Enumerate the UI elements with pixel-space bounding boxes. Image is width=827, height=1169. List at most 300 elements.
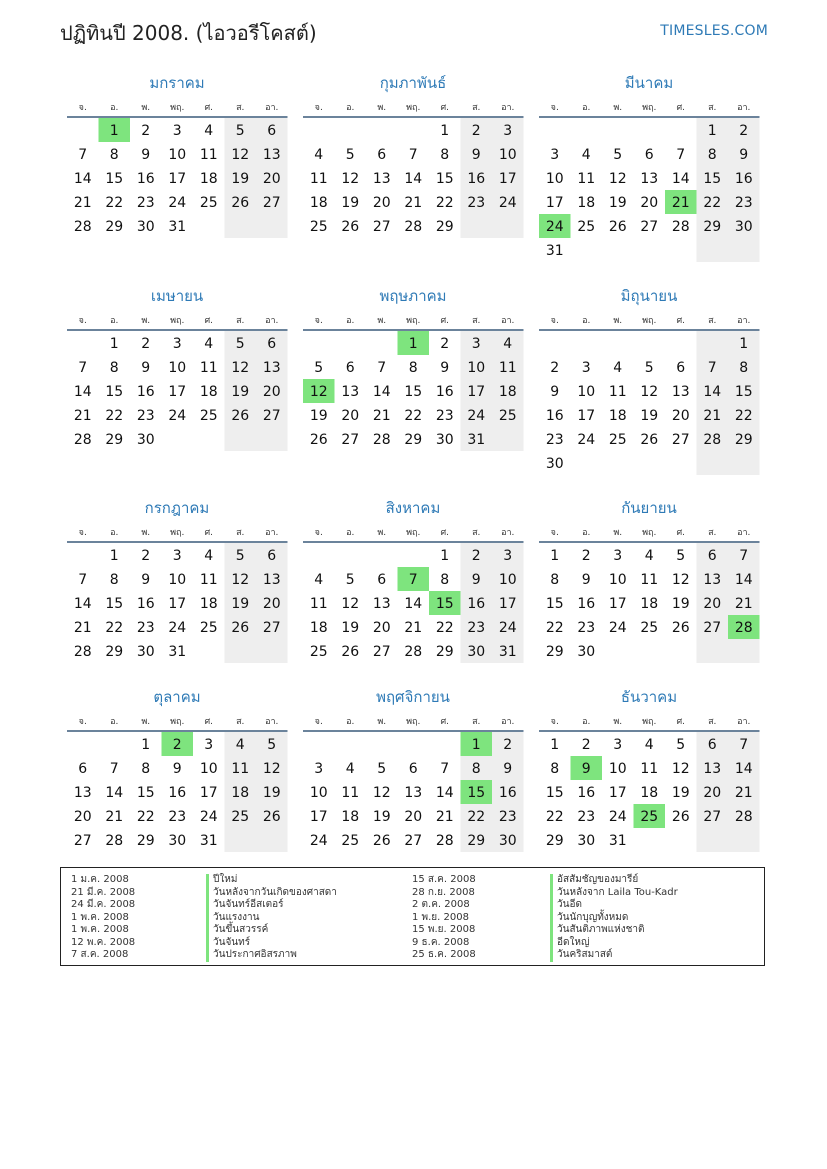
weekday-label: อ. [110, 316, 119, 326]
holiday-name: วันนักบุญทั้งหมด [550, 912, 678, 925]
day-cell: 2 [440, 336, 450, 352]
day-cell: 13 [703, 761, 722, 777]
weekday-label: อ. [110, 717, 119, 727]
day-cell: 4 [581, 147, 591, 163]
day-cell: 15 [545, 596, 564, 612]
weekday-label: อ. [346, 717, 355, 727]
weekday-label: ศ. [204, 717, 214, 727]
day-cell: 26 [262, 809, 281, 825]
day-cell: 4 [314, 147, 324, 163]
day-cell: 11 [309, 596, 328, 612]
month-title: พฤศจิกายน [376, 688, 450, 706]
day-cell: 13 [703, 572, 722, 588]
day-cell: 28 [734, 620, 753, 636]
day-cell: 5 [267, 737, 277, 753]
month-block [303, 688, 524, 852]
weekday-label: ส. [236, 717, 245, 727]
day-cell: 12 [309, 384, 328, 400]
day-cell: 3 [471, 336, 481, 352]
day-cell: 21 [73, 408, 92, 424]
day-cell: 28 [105, 833, 124, 849]
weekday-label: พ. [377, 103, 387, 113]
day-cell: 1 [550, 548, 560, 564]
weekday-label: ศ. [440, 717, 450, 727]
day-cell: 23 [467, 195, 486, 211]
weekday-label: อา. [265, 528, 279, 538]
brand-link[interactable]: TIMESLES.COM [660, 23, 768, 39]
holiday-name: วันจันทร์อีสเตอร์ [206, 899, 337, 912]
day-cell: 22 [136, 809, 155, 825]
day-cell: 18 [199, 596, 218, 612]
day-cell: 21 [404, 195, 423, 211]
weekday-label: พฤ. [406, 717, 421, 727]
day-cell: 8 [109, 147, 119, 163]
day-cell: 8 [707, 147, 717, 163]
day-cell: 21 [734, 596, 753, 612]
day-cell: 20 [404, 809, 423, 825]
day-cell: 26 [341, 644, 360, 660]
holiday-date: 1 พ.ย. 2008 [412, 911, 469, 923]
month-title: พฤษภาคม [379, 287, 447, 305]
weekday-label: ศ. [204, 316, 214, 326]
day-cell: 10 [168, 360, 187, 376]
weekday-label: อา. [737, 717, 751, 727]
day-cell: 11 [577, 171, 596, 187]
day-cell: 27 [703, 809, 722, 825]
day-cell: 20 [372, 620, 391, 636]
holiday-date: 1 ม.ค. 2008 [71, 874, 129, 885]
holiday-date: 2 ต.ค. 2008 [412, 899, 470, 910]
day-cell: 27 [73, 833, 92, 849]
day-cell: 24 [498, 620, 517, 636]
weekday-label: จ. [314, 103, 323, 113]
day-cell: 9 [141, 147, 151, 163]
month-title: มกราคม [149, 74, 205, 92]
day-cell: 1 [471, 737, 481, 753]
day-cell: 12 [231, 572, 250, 588]
day-cell: 26 [341, 219, 360, 235]
weekday-label: ส. [236, 316, 245, 326]
day-cell: 2 [141, 548, 151, 564]
day-cell: 16 [577, 596, 596, 612]
day-cell: 15 [435, 171, 454, 187]
day-cell: 19 [341, 195, 360, 211]
day-cell: 27 [372, 644, 391, 660]
day-cell: 19 [640, 408, 659, 424]
day-cell: 12 [608, 171, 627, 187]
day-cell: 27 [640, 219, 659, 235]
holiday-name: วันขึ้นสวรรค์ [206, 924, 337, 937]
day-cell: 3 [503, 123, 513, 139]
day-cell: 11 [199, 360, 218, 376]
weekday-label: อ. [110, 103, 119, 113]
day-cell: 25 [608, 432, 627, 448]
day-cell: 21 [703, 408, 722, 424]
day-cell: 26 [372, 833, 391, 849]
day-cell: 13 [262, 147, 281, 163]
day-cell: 5 [235, 123, 245, 139]
day-cell: 9 [141, 572, 151, 588]
day-cell: 15 [703, 171, 722, 187]
month-block [539, 688, 760, 852]
day-cell: 6 [267, 548, 277, 564]
weekday-label: ศ. [204, 103, 214, 113]
day-cell: 23 [168, 809, 187, 825]
day-cell: 28 [703, 432, 722, 448]
weekday-label: จ. [314, 717, 323, 727]
day-cell: 27 [404, 833, 423, 849]
day-cell: 27 [262, 195, 281, 211]
day-cell: 7 [78, 360, 88, 376]
weekday-label: จ. [550, 717, 559, 727]
day-cell: 5 [235, 336, 245, 352]
day-cell: 18 [640, 785, 659, 801]
day-cell: 21 [372, 408, 391, 424]
day-cell: 17 [309, 809, 328, 825]
day-cell: 23 [435, 408, 454, 424]
day-cell: 24 [168, 195, 187, 211]
weekday-label: ส. [708, 717, 717, 727]
day-cell: 19 [372, 809, 391, 825]
day-cell: 7 [707, 360, 717, 376]
day-cell: 9 [550, 384, 560, 400]
day-cell: 11 [341, 785, 360, 801]
day-cell: 14 [734, 761, 753, 777]
weekday-label: ศ. [676, 103, 686, 113]
day-cell: 17 [168, 596, 187, 612]
weekday-label: พฤ. [406, 316, 421, 326]
day-cell: 6 [78, 761, 88, 777]
day-cell: 9 [503, 761, 513, 777]
day-cell: 6 [267, 123, 277, 139]
day-cell: 23 [545, 432, 564, 448]
weekday-label: พฤ. [642, 528, 657, 538]
weekday-label: จ. [78, 528, 87, 538]
holiday-names-left [206, 874, 337, 962]
holiday-date: 1 พ.ค. 2008 [71, 911, 129, 923]
weekday-label: พฤ. [170, 717, 185, 727]
day-cell: 5 [235, 548, 245, 564]
day-cell: 17 [168, 171, 187, 187]
day-cell: 25 [231, 809, 250, 825]
day-cell: 27 [262, 408, 281, 424]
day-cell: 5 [345, 147, 355, 163]
weekday-label: พ. [613, 103, 623, 113]
day-cell: 16 [577, 785, 596, 801]
day-cell: 30 [734, 219, 753, 235]
day-cell: 28 [435, 833, 454, 849]
day-cell: 25 [341, 833, 360, 849]
day-cell: 1 [109, 123, 119, 139]
weekday-label: ศ. [676, 717, 686, 727]
day-cell: 21 [435, 809, 454, 825]
weekend-shade [697, 118, 760, 262]
day-cell: 7 [78, 147, 88, 163]
weekday-label: ศ. [204, 528, 214, 538]
day-cell: 17 [577, 408, 596, 424]
weekday-label: พฤ. [642, 103, 657, 113]
day-cell: 9 [581, 761, 591, 777]
day-cell: 2 [141, 336, 151, 352]
day-cell: 10 [498, 147, 517, 163]
day-cell: 14 [73, 384, 92, 400]
day-cell: 22 [404, 408, 423, 424]
day-cell: 3 [172, 336, 182, 352]
day-cell: 19 [608, 195, 627, 211]
weekday-label: พ. [141, 717, 151, 727]
day-cell: 15 [435, 596, 454, 612]
day-cell: 15 [545, 785, 564, 801]
day-cell: 31 [168, 219, 187, 235]
day-cell: 6 [267, 336, 277, 352]
day-cell: 31 [199, 833, 218, 849]
day-cell: 3 [172, 548, 182, 564]
month-block [67, 287, 288, 451]
day-cell: 25 [498, 408, 517, 424]
day-cell: 30 [136, 644, 155, 660]
day-cell: 26 [309, 432, 328, 448]
day-cell: 30 [545, 456, 564, 472]
month-block [67, 499, 288, 663]
holiday-name: วันหลังจาก Laila Tou-Kadr [550, 887, 678, 900]
day-cell: 1 [408, 336, 418, 352]
day-cell: 22 [105, 620, 124, 636]
weekday-label: จ. [550, 528, 559, 538]
weekday-label: พฤ. [170, 103, 185, 113]
page-title: ปฏิทินปี 2008. (ไอวอรีโคสต์) [60, 21, 317, 45]
weekday-label: พ. [613, 717, 623, 727]
holiday-name: วันหลังจากวันเกิดของศาสดา [206, 887, 337, 900]
day-cell: 12 [640, 384, 659, 400]
day-cell: 16 [168, 785, 187, 801]
day-cell: 2 [581, 737, 591, 753]
day-cell: 10 [168, 147, 187, 163]
day-cell: 4 [314, 572, 324, 588]
day-cell: 10 [545, 171, 564, 187]
day-cell: 30 [136, 219, 155, 235]
day-cell: 18 [341, 809, 360, 825]
day-cell: 28 [73, 432, 92, 448]
day-cell: 19 [231, 596, 250, 612]
day-cell: 2 [581, 548, 591, 564]
weekday-label: ส. [472, 316, 481, 326]
day-cell: 31 [608, 833, 627, 849]
day-cell: 8 [550, 572, 560, 588]
day-cell: 20 [640, 195, 659, 211]
weekday-label: ส. [708, 316, 717, 326]
weekday-label: อา. [265, 316, 279, 326]
day-cell: 20 [341, 408, 360, 424]
weekend-shade [697, 331, 760, 475]
day-cell: 14 [105, 785, 124, 801]
day-cell: 24 [608, 620, 627, 636]
day-cell: 20 [703, 596, 722, 612]
day-cell: 22 [435, 195, 454, 211]
day-cell: 1 [707, 123, 717, 139]
day-cell: 18 [577, 195, 596, 211]
day-cell: 7 [408, 572, 418, 588]
day-cell: 18 [498, 384, 517, 400]
day-cell: 15 [105, 384, 124, 400]
day-cell: 16 [734, 171, 753, 187]
day-cell: 17 [608, 596, 627, 612]
day-cell: 27 [671, 432, 690, 448]
day-cell: 23 [577, 809, 596, 825]
month-block [539, 74, 760, 262]
day-cell: 20 [262, 596, 281, 612]
day-cell: 19 [341, 620, 360, 636]
day-cell: 9 [172, 761, 182, 777]
month-block [539, 499, 760, 663]
day-cell: 29 [734, 432, 753, 448]
month-title: มีนาคม [624, 74, 674, 92]
day-cell: 13 [671, 384, 690, 400]
weekday-label: พ. [377, 717, 387, 727]
day-cell: 9 [739, 147, 749, 163]
day-cell: 28 [671, 219, 690, 235]
day-cell: 16 [136, 596, 155, 612]
day-cell: 20 [703, 785, 722, 801]
weekday-label: ศ. [440, 103, 450, 113]
day-cell: 11 [498, 360, 517, 376]
day-cell: 30 [467, 644, 486, 660]
day-cell: 29 [545, 833, 564, 849]
holiday-name: ปีใหม่ [206, 874, 337, 887]
day-cell: 10 [577, 384, 596, 400]
month-title: สิงหาคม [385, 499, 441, 517]
weekday-label: ศ. [440, 316, 450, 326]
day-cell: 29 [435, 219, 454, 235]
day-cell: 10 [498, 572, 517, 588]
holiday-date: 21 มี.ค. 2008 [71, 886, 136, 898]
holiday-date: 7 ส.ค. 2008 [71, 949, 129, 960]
weekday-label: อ. [582, 717, 591, 727]
day-cell: 12 [262, 761, 281, 777]
day-cell: 28 [404, 219, 423, 235]
weekday-label: อ. [346, 316, 355, 326]
weekday-label: พฤ. [642, 316, 657, 326]
day-cell: 4 [644, 548, 654, 564]
holiday-name: อีดใหญ่ [550, 937, 678, 950]
day-cell: 15 [105, 596, 124, 612]
holiday-date: 25 ธ.ค. 2008 [412, 949, 476, 960]
day-cell: 20 [262, 384, 281, 400]
day-cell: 28 [734, 809, 753, 825]
day-cell: 12 [341, 171, 360, 187]
day-cell: 11 [199, 572, 218, 588]
weekday-label: พ. [613, 528, 623, 538]
day-cell: 13 [404, 785, 423, 801]
weekday-label: จ. [550, 316, 559, 326]
day-cell: 28 [73, 644, 92, 660]
day-cell: 13 [73, 785, 92, 801]
day-cell: 5 [644, 360, 654, 376]
day-cell: 11 [640, 761, 659, 777]
day-cell: 14 [404, 596, 423, 612]
day-cell: 17 [498, 596, 517, 612]
day-cell: 17 [199, 785, 218, 801]
holiday-date: 1 พ.ค. 2008 [71, 924, 129, 935]
day-cell: 17 [545, 195, 564, 211]
day-cell: 25 [199, 620, 218, 636]
day-cell: 18 [640, 596, 659, 612]
holiday-date: 15 พ.ย. 2008 [412, 924, 476, 935]
day-cell: 6 [644, 147, 654, 163]
day-cell: 13 [262, 572, 281, 588]
day-cell: 26 [231, 195, 250, 211]
month-block [303, 287, 524, 451]
day-cell: 21 [73, 620, 92, 636]
day-cell: 31 [498, 644, 517, 660]
day-cell: 15 [105, 171, 124, 187]
day-cell: 11 [608, 384, 627, 400]
weekday-label: อา. [737, 528, 751, 538]
month-block [539, 287, 760, 475]
weekday-label: ส. [472, 528, 481, 538]
holiday-date: 24 มี.ค. 2008 [71, 899, 136, 910]
day-cell: 12 [372, 785, 391, 801]
weekday-label: อา. [501, 528, 515, 538]
day-cell: 21 [404, 620, 423, 636]
day-cell: 13 [372, 596, 391, 612]
day-cell: 22 [734, 408, 753, 424]
day-cell: 3 [550, 147, 560, 163]
day-cell: 14 [372, 384, 391, 400]
day-cell: 26 [640, 432, 659, 448]
day-cell: 26 [231, 620, 250, 636]
day-cell: 24 [545, 219, 564, 235]
weekday-label: อา. [501, 316, 515, 326]
day-cell: 5 [613, 147, 623, 163]
day-cell: 9 [440, 360, 450, 376]
day-cell: 2 [503, 737, 513, 753]
weekday-label: พ. [141, 103, 151, 113]
day-cell: 29 [105, 644, 124, 660]
day-cell: 19 [262, 785, 281, 801]
day-cell: 18 [199, 384, 218, 400]
day-cell: 14 [671, 171, 690, 187]
month-title: มิถุนายน [620, 287, 678, 305]
weekday-label: พฤ. [170, 528, 185, 538]
day-cell: 5 [676, 548, 686, 564]
day-cell: 3 [613, 737, 623, 753]
day-cell: 18 [199, 171, 218, 187]
weekday-label: อา. [737, 103, 751, 113]
weekday-label: จ. [550, 103, 559, 113]
holiday-name: วันประกาศอิสรภาพ [206, 949, 337, 962]
day-cell: 7 [109, 761, 119, 777]
day-cell: 25 [199, 195, 218, 211]
day-cell: 5 [345, 572, 355, 588]
day-cell: 20 [262, 171, 281, 187]
weekday-label: จ. [78, 316, 87, 326]
day-cell: 9 [471, 572, 481, 588]
holiday-name: วันอีด [550, 899, 678, 912]
weekday-label: จ. [314, 528, 323, 538]
weekday-label: จ. [314, 316, 323, 326]
day-cell: 14 [734, 572, 753, 588]
day-cell: 25 [640, 620, 659, 636]
day-cell: 8 [109, 572, 119, 588]
day-cell: 29 [136, 833, 155, 849]
day-cell: 6 [676, 360, 686, 376]
day-cell: 11 [640, 572, 659, 588]
day-cell: 13 [262, 360, 281, 376]
day-cell: 30 [577, 644, 596, 660]
day-cell: 24 [467, 408, 486, 424]
day-cell: 23 [498, 809, 517, 825]
day-cell: 2 [739, 123, 749, 139]
